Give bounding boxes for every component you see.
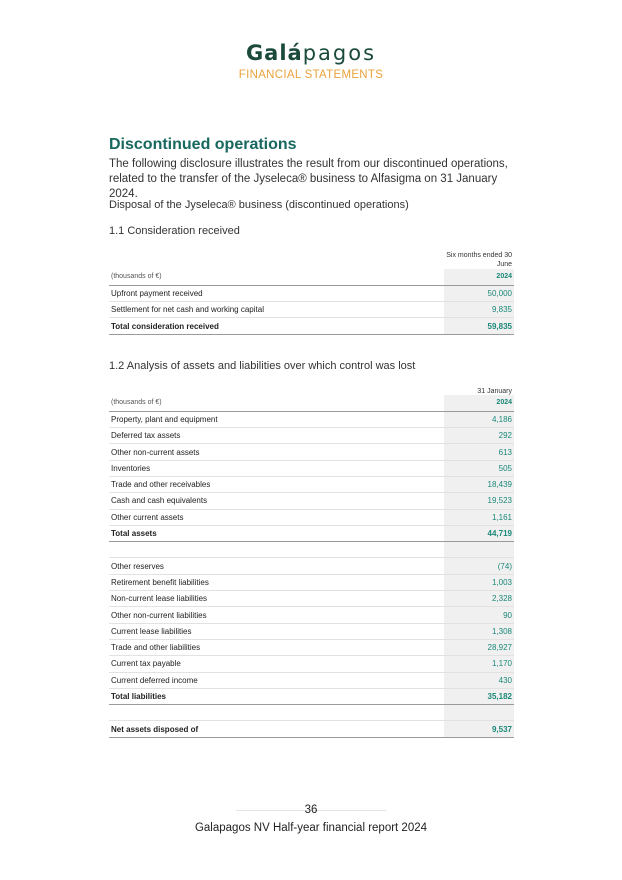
unit-row xyxy=(109,269,514,285)
row-label: Other non-current assets xyxy=(109,444,444,460)
table-row xyxy=(109,509,514,525)
row-label: Deferred tax assets xyxy=(109,428,444,444)
report-title: Galapagos NV Half-year financial report 2024 xyxy=(194,822,428,834)
row-label: Current deferred income xyxy=(109,672,444,688)
spacer-cell xyxy=(444,542,514,558)
logo-rest-text: pagos xyxy=(302,41,377,65)
company-logo xyxy=(0,40,622,66)
table-header-row xyxy=(109,381,514,395)
header-subtitle: FINANCIAL STATEMENTS xyxy=(238,69,384,81)
unit-label: (thousands of €) xyxy=(109,269,444,285)
table-row xyxy=(109,623,514,639)
row-value: 28,927 xyxy=(444,639,514,655)
row-value: 613 xyxy=(444,444,514,460)
row-value: 430 xyxy=(444,672,514,688)
row-label: Settlement for net cash and working capital xyxy=(109,302,444,318)
row-label: Current lease liabilities xyxy=(109,623,444,639)
table-row xyxy=(109,607,514,623)
consideration-table xyxy=(109,247,514,335)
table-header-row xyxy=(109,247,514,269)
table-row xyxy=(109,444,514,460)
total-liabilities-row xyxy=(109,688,514,704)
consideration-heading: 1.1 Consideration received xyxy=(109,225,240,237)
spacer-cell xyxy=(109,705,444,721)
spacer-cell xyxy=(109,542,444,558)
row-label: Retirement benefit liabilities xyxy=(109,574,444,590)
page-header xyxy=(0,40,622,81)
period-header: 31 January xyxy=(477,388,512,395)
table-row xyxy=(109,302,514,318)
row-value: 19,523 xyxy=(444,493,514,509)
row-label: Inventories xyxy=(109,460,444,476)
net-assets-row xyxy=(109,721,514,737)
row-value: 1,161 xyxy=(444,509,514,525)
total-assets-row xyxy=(109,525,514,541)
table-row xyxy=(109,493,514,509)
total-value: 44,719 xyxy=(444,525,514,541)
row-label: Non-current lease liabilities xyxy=(109,591,444,607)
total-value: 35,182 xyxy=(444,688,514,704)
table-row xyxy=(109,558,514,574)
row-label: Trade and other receivables xyxy=(109,476,444,492)
row-value: 9,835 xyxy=(444,302,514,318)
year-label: 2024 xyxy=(444,395,514,411)
page-number: 36 xyxy=(304,804,318,816)
net-assets-value: 9,537 xyxy=(444,721,514,737)
table-row xyxy=(109,591,514,607)
row-value: 18,439 xyxy=(444,476,514,492)
row-value: (74) xyxy=(444,558,514,574)
row-value: 2,328 xyxy=(444,591,514,607)
table-row xyxy=(109,460,514,476)
header-spacer xyxy=(109,381,444,395)
row-label: Current tax payable xyxy=(109,656,444,672)
row-value: 4,186 xyxy=(444,411,514,427)
table-row xyxy=(109,656,514,672)
unit-row xyxy=(109,395,514,411)
disposal-heading: Disposal of the Jyseleca® business (discontinued operations) xyxy=(109,199,409,211)
row-label: Other reserves xyxy=(109,558,444,574)
logo-bold-text: Galá xyxy=(245,41,303,65)
row-label: Other current assets xyxy=(109,509,444,525)
row-value: 505 xyxy=(444,460,514,476)
row-label: Other non-current liabilities xyxy=(109,607,444,623)
row-label: Trade and other liabilities xyxy=(109,639,444,655)
period-header: Six months ended 30 June xyxy=(446,252,512,268)
table-row xyxy=(109,411,514,427)
table-row xyxy=(109,285,514,301)
total-label: Total assets xyxy=(109,525,444,541)
row-value: 292 xyxy=(444,428,514,444)
spacer-row xyxy=(109,542,514,558)
assets-liabilities-heading: 1.2 Analysis of assets and liabilities over which control was lost xyxy=(109,360,416,372)
total-label: Total consideration received xyxy=(109,318,444,334)
table-row xyxy=(109,428,514,444)
year-label: 2024 xyxy=(444,269,514,285)
row-value: 1,170 xyxy=(444,656,514,672)
row-label: Upfront payment received xyxy=(109,285,444,301)
total-label: Total liabilities xyxy=(109,688,444,704)
net-assets-label: Net assets disposed of xyxy=(109,721,444,737)
unit-label: (thousands of €) xyxy=(109,395,444,411)
table-row xyxy=(109,476,514,492)
row-label: Cash and cash equivalents xyxy=(109,493,444,509)
row-value: 1,003 xyxy=(444,574,514,590)
table-row xyxy=(109,672,514,688)
row-label: Property, plant and equipment xyxy=(109,411,444,427)
intro-paragraph: The following disclosure illustrates the result from our discontinued operations, related to the transfer of the Jyseleca® business to Alfasigma on 31 January 2024. xyxy=(109,158,508,200)
spacer-cell xyxy=(444,705,514,721)
table-row xyxy=(109,574,514,590)
header-spacer xyxy=(109,247,444,269)
assets-liabilities-table xyxy=(109,381,514,738)
section-title: Discontinued operations xyxy=(109,136,297,153)
row-value: 90 xyxy=(444,607,514,623)
row-value: 1,308 xyxy=(444,623,514,639)
total-value: 59,835 xyxy=(444,318,514,334)
spacer-row xyxy=(109,705,514,721)
row-value: 50,000 xyxy=(444,285,514,301)
total-row xyxy=(109,318,514,334)
table-row xyxy=(109,639,514,655)
